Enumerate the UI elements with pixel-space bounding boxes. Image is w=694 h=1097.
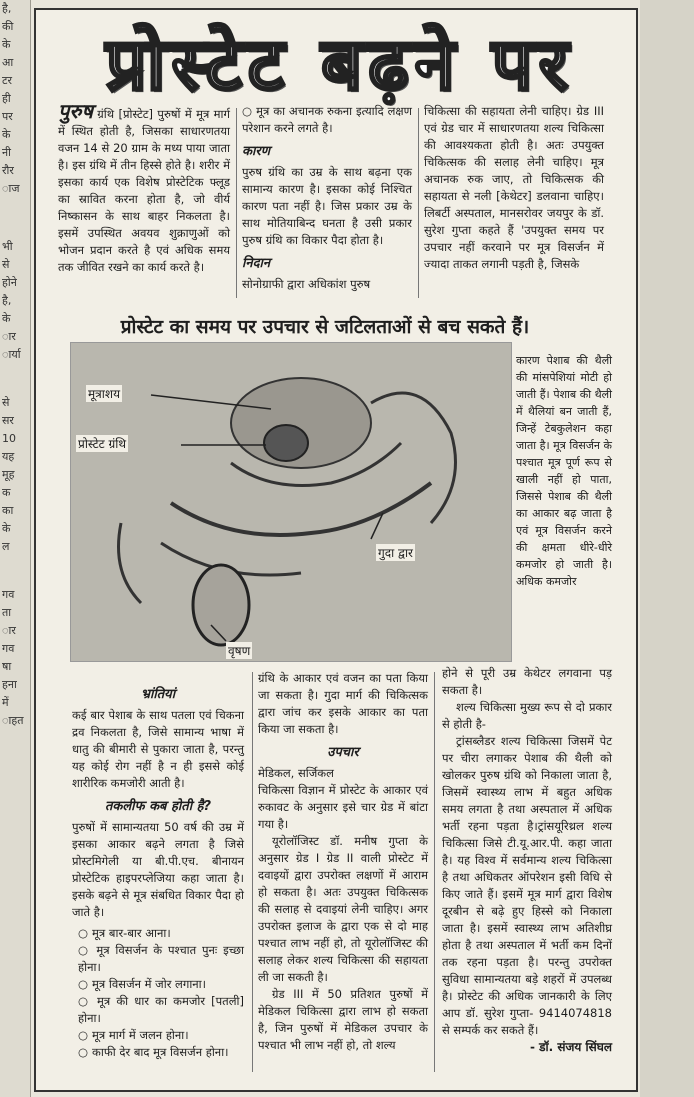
symptoms-heading: तकलीफ कब होती है? — [104, 799, 212, 814]
margin-fragment: से — [2, 258, 10, 271]
margin-fragment: भी — [2, 240, 13, 253]
surgery-text: ट्रांसब्लैडर शल्य चिकित्सा जिसमें पेट पर चीरा लगाकर पेशाब की थैली को खोलकर पुरुष ग्रंथि को निकाला जाता है, जिसमें स्वास्थ्य लाभ में बहुत अधिक समय लगता है तथा अस्पताल में अधिक भर्ती रहना पड़ता है।ट्रांसयूरिथ्रल शल्य चिकित्सा जिसे टी.यू.आर.पी. कहा जाता है। यह विश्व में सर्वमान्य शल्य चिकित्सा है तथा अधिकतर ऑपरेशन इसी विधि से किए जाते हैं। इसमें मूत्र मार्ग द्वारा विशेष दूरबीन से बढ़े हुए हिस्से को निकाला जाता है। इसमें स्वास्थ्य लाभ अतिशीघ्र होता है तथा अस्पताल में भर्ती कम दिनों तक रहना पड़ता है। परन्तु उपरोक्त सुविधा सामान्यतया बड़े शहरों में उपलब्ध है। प्रोस्टेट की अधिक जानकारी के लिए आप डॉ. सुरेश गुप्ता- 9414074818 से सम्पर्क कर सकते हैं। — [442, 734, 612, 1037]
margin-fragment: रौर — [2, 164, 14, 177]
margin-fragment: टर — [2, 74, 13, 87]
myths-column — [72, 680, 244, 1061]
causes-intro: मूत्र का अचानक रुकना इत्यादि लक्षण परेशान करने लगते है। — [242, 104, 412, 135]
margin-fragment: ता — [2, 606, 12, 619]
margin-fragment: ही — [2, 92, 11, 105]
myths-text: कई बार पेशाब के साथ पतला एवं चिकना द्रव निकलता है, जिसे सामान्य भाषा में धातु की बीमारी से पुकारा जाता है, परन्तु यह कोई रोग नहीं है न ही इससे कोई शारीरिक कमजोरी आती है। — [72, 708, 244, 790]
label-bladder: मूत्राशय — [88, 387, 121, 401]
intro-column — [58, 99, 231, 276]
myths-heading: भ्रांतियां — [140, 687, 176, 702]
grade-text: चिकित्सा विज्ञान में प्रोस्टेट के आकार एवं रुकावट के अनुसार इसे चार ग्रेड में बांटा गया है। — [258, 783, 428, 831]
causes-column: ○ मूत्र का अचानक रुकना इत्यादि लक्षण परेशान करने लगते है। कारण पुरुष ग्रंथि का उम्र के साथ बढ़ना एक सामान्य कारण है। इसका कोई निश्चित कारण पता नहीं है। जिस प्रकार उम्र के साथ मोतियाबिन्द घनता है उसी प्रकार पुरुष ग्रंथि का विकार पैदा होता है। निदान सोनोग्राफी द्वारा अधिकांश पुरुष — [242, 104, 412, 291]
margin-fragment: के — [2, 38, 11, 51]
section-banner: प्रोस्टेट का समय पर उपचार से जटिलताओं से बच सकते हैं। — [120, 316, 530, 338]
catheter-text: होने से पूरी उम्र केथेटर लगवाना पड़ सकता है। — [442, 666, 612, 697]
margin-fragment: 10 — [2, 432, 16, 445]
causes-text: पुरुष ग्रंथि का उम्र के साथ बढ़ना एक सामान्य कारण है। इसका कोई निश्चित कारण पता नहीं है। जिस प्रकार उम्र के साथ मोतियाबिन्द घनता है उसी प्रकार पुरुष ग्रंथि का विकार पैदा होता है। — [242, 165, 412, 247]
margin-fragment: होने — [2, 276, 17, 289]
masthead — [60, 12, 620, 112]
symptoms-list — [72, 925, 244, 1061]
margin-fragment: आ — [2, 56, 14, 69]
margin-fragment: ाहत — [2, 714, 24, 727]
masthead-title: प्रोस्टेट बढ़ने पर — [105, 21, 575, 106]
grade3-text: ग्रेड III में 50 प्रतिशत पुरुषों में मेडिकल चिकित्सा द्वारा लाभ हो सकता है, जिन पुरुषों में मेडिकल उपचार के पश्चात भी लाभ नहीं हो, तो शल्य — [258, 987, 428, 1052]
margin-fragment: के — [2, 128, 11, 141]
margin-fragment: नी — [2, 146, 11, 159]
surgery-column — [442, 665, 612, 1056]
label-testis: वृषण — [228, 644, 251, 658]
margin-fragment: क — [2, 486, 11, 499]
symptom-item: ○ मूत्र विसर्जन के पश्चात पुनः इच्छा होना। — [78, 942, 244, 976]
left-margin-column — [0, 0, 31, 1097]
diagnosis-text: सोनोग्राफी द्वारा अधिकांश पुरुष — [242, 277, 371, 291]
margin-fragment: गव — [2, 642, 15, 655]
margin-fragment: यह — [2, 450, 15, 463]
right-margin-strip — [640, 0, 694, 1097]
margin-fragment: ार्या — [2, 348, 21, 361]
column-divider — [252, 672, 253, 1072]
urologist-text: यूरोलॉजिस्ट डॉ. मनीष गुप्ता के अनुसार ग्रेड I ग्रेड II वाली प्रोस्टेट में दवाइयों द्वारा उपरोक्त लक्षणों में आराम हो सकता है। अतः उपयुक्त चिकित्सक की सलाह से दवाइयां लेनी चाहिए। अगर उपरोक्त इलाज के द्वारा एक से दो माह पश्चात लाभ नहीं हो, तो यूरोलॉजिस्ट की सलाह लेकर शल्य चिकित्सा की सहायता ली जा सकती है। — [258, 834, 428, 984]
margin-fragment: का — [2, 504, 14, 517]
margin-fragment: गव — [2, 588, 15, 601]
margin-fragment: की — [2, 20, 14, 33]
symptom-item: ○ मूत्र मार्ग में जलन होना। — [78, 1027, 244, 1044]
side-text: कारण पेशाब की थैली की मांसपेशियां मोटी हो जाती हैं। पेशाब की थैली में थैलियां बन जाती हैं, जिन्हें टेबकुलेशन कहा जाता है। मूत्र विसर्जन के पश्चात मूत्र पूर्ण रूप से खाली नहीं हो पाता, जिससे पेशाब की थैली का आकार बढ़ जाता है एवं मूत्र विसर्जन करने की क्षमता धीरे-धीरे कमजोर हो जाती है। अधिक कमजोर — [516, 354, 612, 588]
margin-fragment: पर — [2, 110, 13, 123]
margin-fragment: के — [2, 312, 11, 325]
margin-fragment: के — [2, 522, 11, 535]
treatment-text: चिकित्सा की सहायता लेनी चाहिए। ग्रेड III एवं ग्रेड चार में साधारणतया शल्य चिकित्सा की आवश्यकता होती है। अतः उपयुक्त चिकित्सक की सलाह लेनी चाहिए। मूत्र अचानक रुक जाए, तो चिकित्सक की सहायता से नली [केथेटर] डलवाना चाहिए। लिबर्टी अस्पताल, मानसरोवर जयपुर के डॉ. सुरेश गुप्ता कहते हैं 'उपयुक्त समय पर उपचार नहीं करवाने पर मूत्र विसर्जन में ज्यादा ताकत लगानी पड़ती है, जिसके — [424, 104, 604, 271]
margin-fragment: ल — [2, 540, 10, 553]
margin-fragment: हना — [2, 678, 17, 691]
symptoms-intro: पुरुषों में सामान्यतया 50 वर्ष की उम्र में इसका आकार बढ़ने लगता है जिसे प्रोस्टमिगेली या बी.पी.एच. बीनायन प्रोस्टेटिक हाइपरप्लेजिया कहा जाता है। इसके बढ़ने से मूत्र संबधित विकार पैदा हो जाते है। — [72, 820, 244, 919]
margin-fragment: मूह — [2, 468, 15, 481]
diagnosis-heading: निदान — [242, 256, 271, 271]
margin-fragment: सर — [2, 414, 14, 427]
label-prostate: प्रोस्टेट ग्रंथि — [78, 437, 127, 451]
treatment-heading: उपचार — [327, 745, 359, 760]
author-signature: - डॉ. संजय सिंघल — [529, 1040, 612, 1054]
column-divider — [434, 672, 435, 1072]
anatomy-illustration — [70, 342, 512, 662]
surgery-intro: शल्य चिकित्सा मुख्य रूप से दो प्रकार से होती है- — [442, 700, 612, 731]
column-divider — [236, 108, 237, 298]
diagnosis-continued: ग्रंथि के आकार एवं वजन का पता किया जा सकता है। गुदा मार्ग की चिकित्सक द्वारा जांच कर इसके आकार का पता किया जा सकता है। — [258, 671, 428, 736]
margin-fragment: से — [2, 396, 10, 409]
treatment-detail-column — [258, 670, 428, 1054]
treatment-column — [424, 103, 604, 273]
symptom-item: ○ मूत्र बार-बार आना। — [78, 925, 244, 942]
margin-fragment: है, — [2, 294, 12, 307]
margin-fragment: है, — [2, 2, 12, 15]
margin-fragment: ार — [2, 624, 16, 637]
symptom-item: ○ मूत्र विसर्जन में जोर लगाना। — [78, 976, 244, 993]
side-text-column — [516, 352, 612, 590]
anatomy-drawing — [71, 343, 511, 661]
causes-heading: कारण — [242, 144, 271, 159]
margin-fragment: षा — [2, 660, 12, 673]
margin-fragment: ाज — [2, 182, 20, 195]
margin-fragment: ार — [2, 330, 16, 343]
lead-word: पुरुष — [58, 99, 93, 123]
symptom-item: ○ काफी देर बाद मूत्र विसर्जन होना। — [78, 1044, 244, 1061]
column-divider — [418, 108, 419, 298]
label-anus: गुदा द्वार — [378, 546, 413, 560]
treatment-types: मेडिकल, सर्जिकल — [258, 766, 334, 780]
symptom-item: ○ मूत्र की धार का कमजोर [पतली] होना। — [78, 993, 244, 1027]
intro-text: ग्रंथि [प्रोस्टेट] पुरुषों में मूत्र मार्ग में स्थित होती है, जिसका साधारणतया वजन 14 से 20 ग्राम के मध्य पाया जाता है। इस ग्रंथि में तीन हिस्से होते है। शरीर में इसका कार्य एक विशेष प्रोस्टेटिक फ्लूड का स्रावित करना होता है, जो वीर्य निष्कासन के साथ बाहर निकलता है। इसमें उपस्थित अवयव शुक्राणुओं को भोजन प्रदान करते है एवं अधिक समय तक जीवित रखने का कार्य करते है। — [58, 107, 231, 274]
margin-fragment: में — [2, 696, 9, 709]
